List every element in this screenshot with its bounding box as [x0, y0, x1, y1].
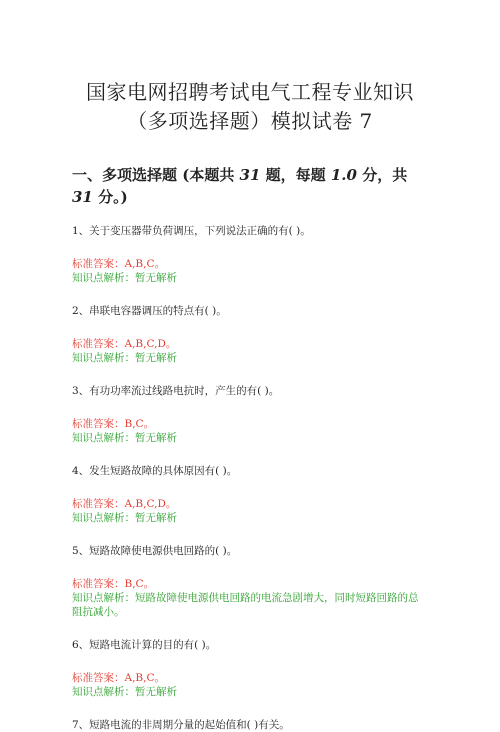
question-item: [72, 638, 428, 699]
question-item: [72, 384, 428, 445]
knowledge-analysis: 知识点解析：暂无解析: [72, 512, 177, 524]
question-text: 7、短路电流的非周期分量的起始值和( )有关。: [72, 719, 290, 731]
question-text: 5、短路故障使电源供电回路的( )。: [72, 545, 238, 557]
question-item: [72, 464, 428, 525]
title-line-2: （多项选择题）模拟试卷 7: [127, 109, 373, 133]
section-score-each: 1.0: [330, 166, 357, 184]
question-text: 6、短路电流计算的目的有( )。: [72, 639, 217, 651]
standard-answer: 标准答案：A,B,C,D。: [72, 338, 177, 350]
section-total-count: 31: [239, 166, 261, 184]
question-text: 3、有功功率流过线路电抗时，产生的有( )。: [72, 385, 280, 397]
knowledge-analysis: 知识点解析：短路故障使电源供电回路的电流急剧增大，同时短路回路的总阻抗减小。: [72, 592, 419, 618]
section-heading-prefix: 一、多项选择题 (本题共: [72, 166, 240, 184]
question-text: 1、关于变压器带负荷调压，下列说法正确的有( )。: [72, 225, 311, 237]
title-line-1: 国家电网招聘考试电气工程专业知识: [86, 80, 414, 104]
question-item: [72, 224, 428, 285]
standard-answer: 标准答案：B,C。: [72, 418, 155, 430]
standard-answer: 标准答案：A,B,C。: [72, 258, 166, 270]
standard-answer: 标准答案：A,B,C,D。: [72, 498, 177, 510]
knowledge-analysis: 知识点解析：暂无解析: [72, 686, 177, 698]
standard-answer: 标准答案：A,B,C。: [72, 672, 166, 684]
section-heading: [72, 164, 428, 208]
knowledge-analysis: 知识点解析：暂无解析: [72, 352, 177, 364]
knowledge-analysis: 知识点解析：暂无解析: [72, 432, 177, 444]
section-heading-suffix: 分。): [92, 188, 128, 206]
section-heading-mid2: 分，共: [356, 166, 408, 184]
question-item: [72, 718, 428, 732]
question-item: [72, 544, 428, 619]
question-text: 2、串联电容器调压的特点有( )。: [72, 305, 227, 317]
standard-answer: 标准答案：B,C。: [72, 578, 155, 590]
document-title: [72, 0, 428, 136]
question-item: [72, 304, 428, 365]
question-list: [72, 224, 428, 732]
section-heading-mid1: 题，每题: [260, 166, 331, 184]
section-total-score: 31: [72, 188, 93, 206]
knowledge-analysis: 知识点解析：暂无解析: [72, 272, 177, 284]
question-text: 4、发生短路故障的具体原因有( )。: [72, 465, 238, 477]
